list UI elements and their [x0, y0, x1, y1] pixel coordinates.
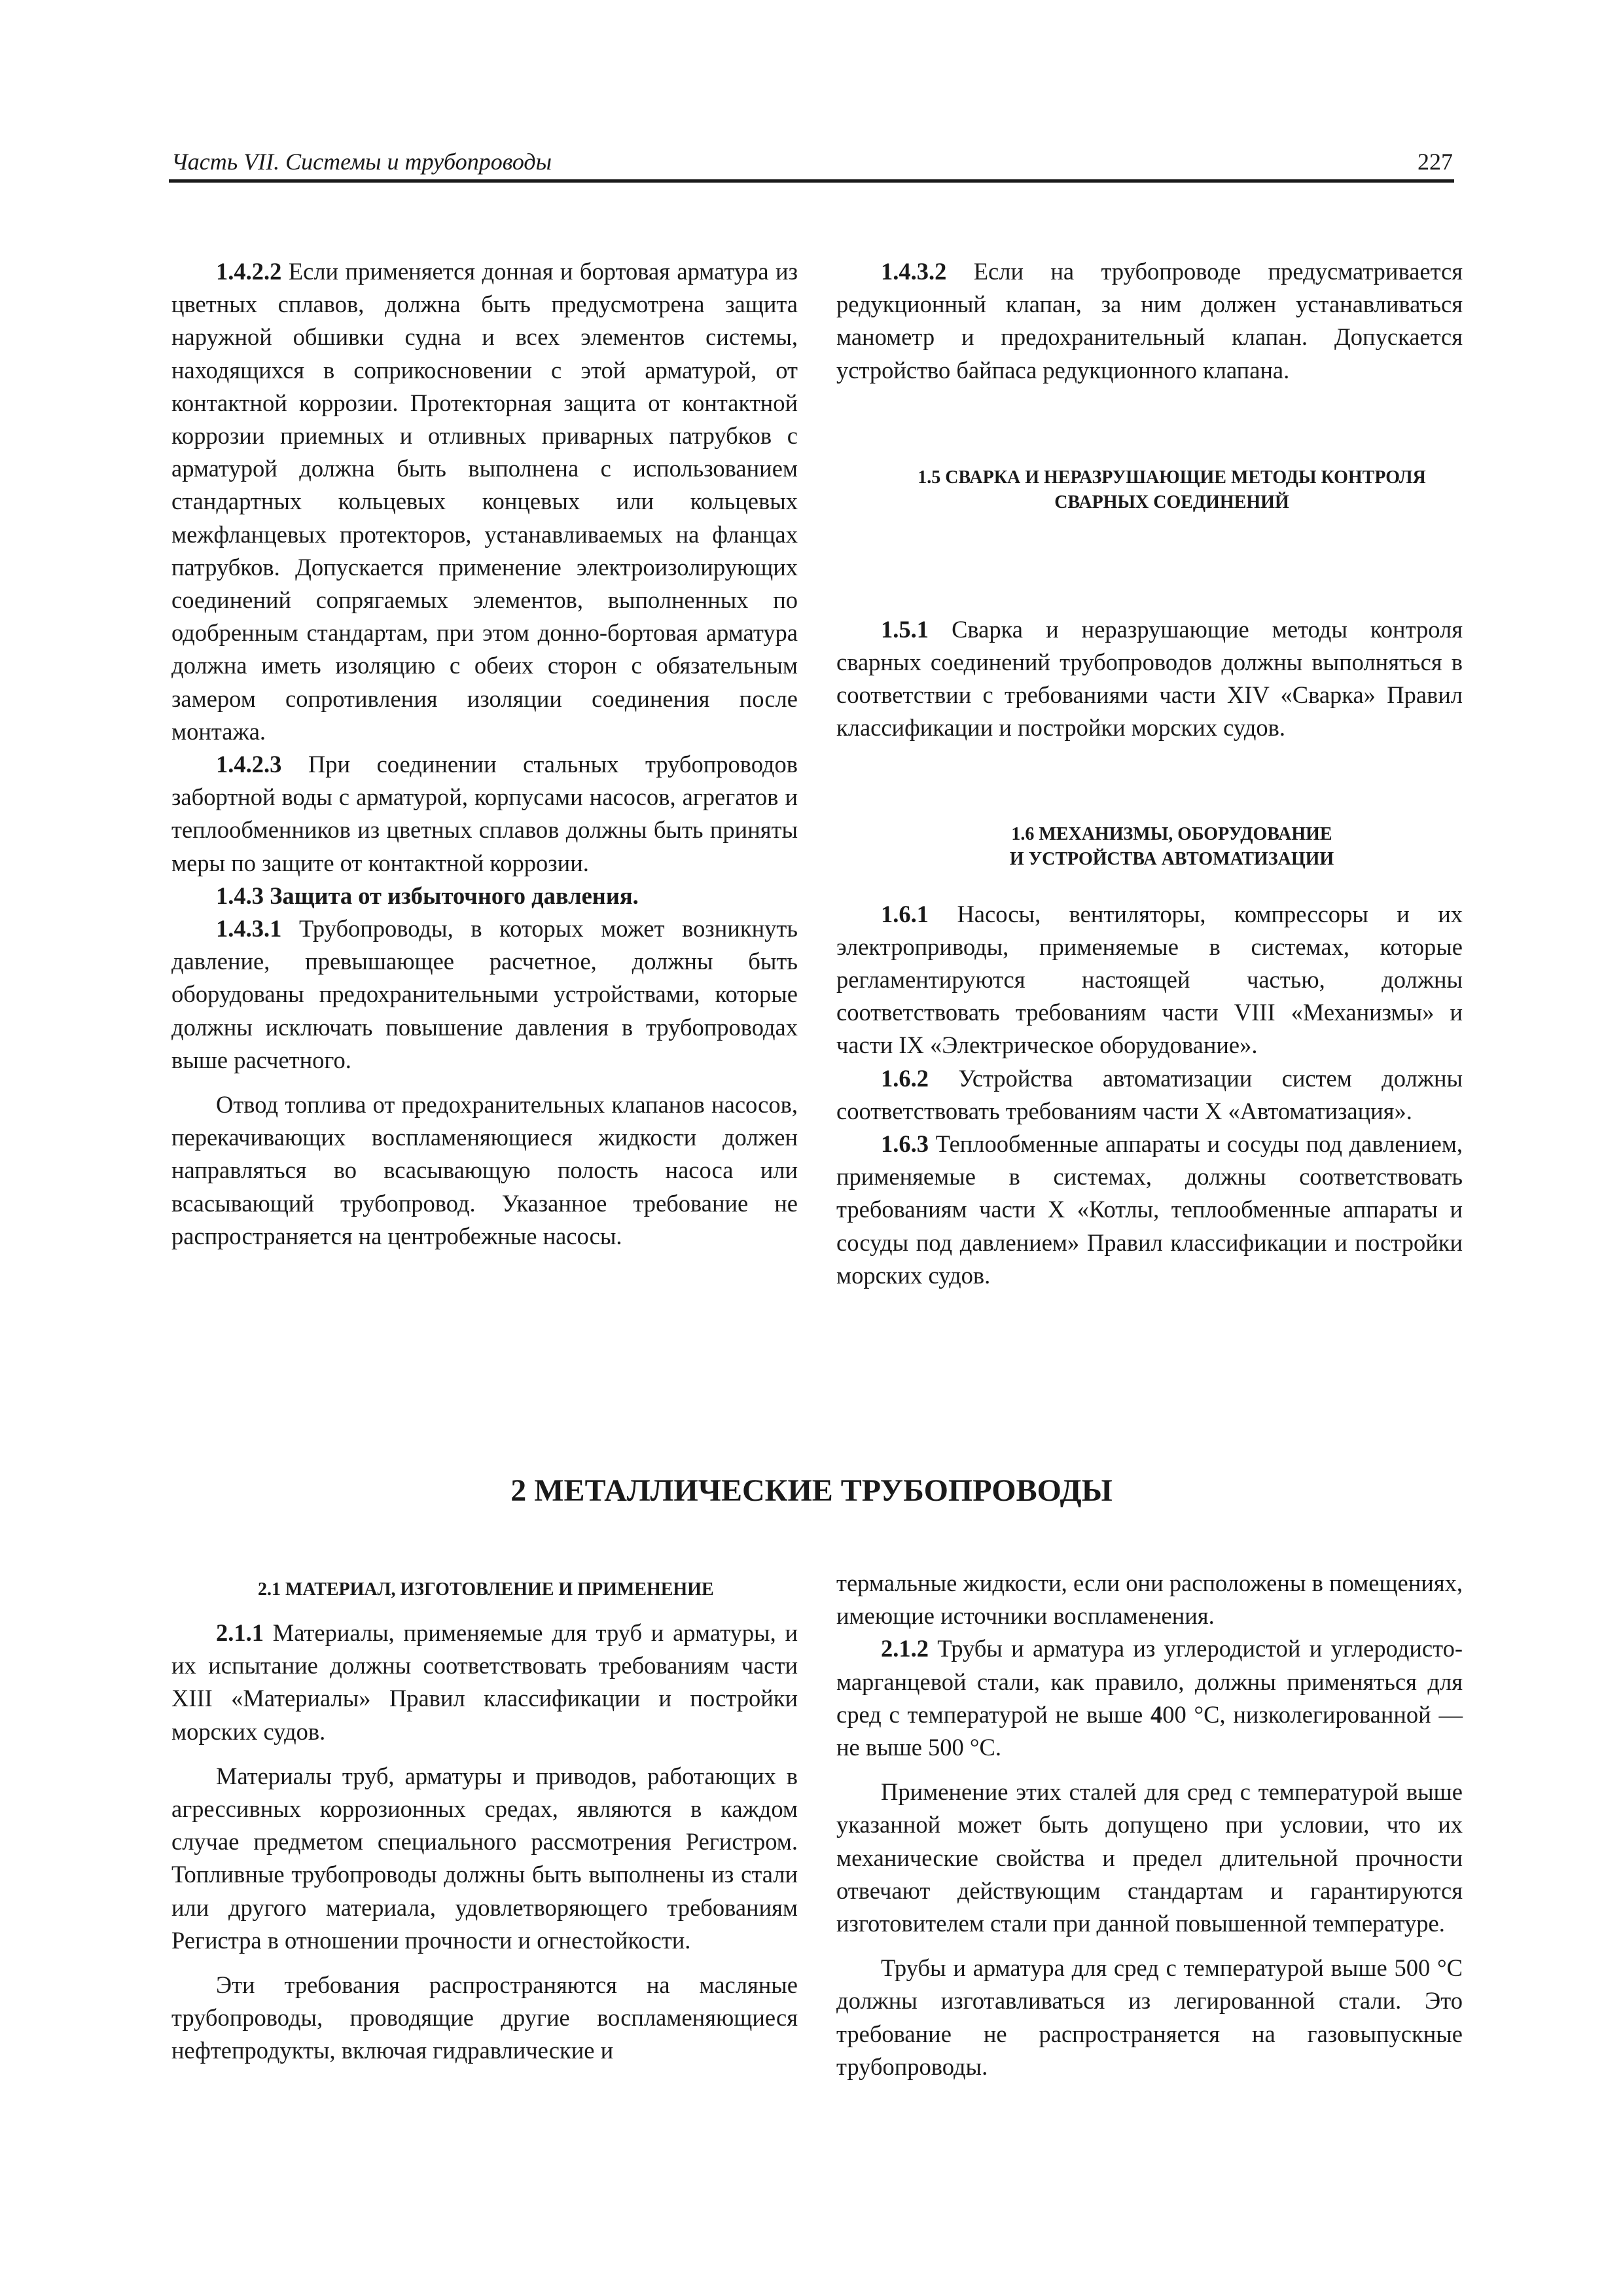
running-title: Часть VII. Системы и трубопроводы: [171, 149, 552, 175]
right-column-bottom: [836, 1567, 1463, 2083]
left-column-bottom: [171, 1577, 798, 2068]
clause-number: 1.4.2.3: [216, 751, 282, 778]
clause-number: 1.6.3: [881, 1130, 929, 1158]
clause-number: 1.4.3.2: [881, 258, 947, 285]
clause-number: 1.5.1: [881, 615, 929, 643]
paragraph-high-temperature: Применение этих сталей для сред с температурой выше указанной может быть допущено при условии, что их механические свойства и предел длительной прочности отвечают действующим стандартам и гарантируются изготовителем стали при данной повышенной температуре.: [836, 1778, 1463, 1937]
paragraph-continuation: термальные жидкости, если они расположены в помещениях, имеющие источники воспламенения.: [836, 1570, 1463, 1630]
clause-number: 1.6.2: [881, 1064, 929, 1092]
paragraph-2-1-2: 2.1.2 Трубы и арматура из углеродистой и углеродисто-марганцевой стали, как правило, должны применяться для сред с температурой не выше 400 °С, низколегированной — не выше 500 °С.: [836, 1635, 1463, 1761]
clause-number: 1.4.2.2: [216, 258, 282, 285]
paragraph-aggressive-media: Материалы труб, арматуры и приводов, работающих в агрессивных коррозионных средах, являются в каждом случае предметом специального рассмотрения Регистром. Топливные трубопроводы должны быть выполнены из стали или другого материала, удовлетворяющего требованиям Регистра в отношении прочности и огнестойкости.: [171, 1762, 798, 1954]
paragraph-1-4-3-2: 1.4.3.2 Если на трубопроводе предусматривается редукционный клапан, за ним должен устанавливаться манометр и предохранительный клапан. Допускается устройство байпаса редукционного клапана.: [836, 258, 1463, 384]
clause-number: 1.6.1: [881, 900, 929, 927]
paragraph-1-4-2-3: 1.4.2.3 При соединении стальных трубопроводов забортной воды с арматурой, корпусами насосов, агрегатов и теплообменников из цветных сплавов должны быть приняты меры по защите от контактной коррозии.: [171, 751, 798, 876]
heading-1-6: 1.6 МЕХАНИЗМЫ, ОБОРУДОВАНИЕ И УСТРОЙСТВА АВТОМАТИЗАЦИИ: [1009, 823, 1334, 869]
paragraph-1-6-1: 1.6.1 Насосы, вентиляторы, компрессоры и их электроприводы, применяемые в системах, которые регламентируются настоящей частью, должны соответствовать требованиям части VIII «Механизмы» и части IX «Электрическое оборудование».: [836, 900, 1463, 1059]
page-header: [169, 143, 1454, 183]
paragraph-2-1-1: 2.1.1 Материалы, применяемые для труб и арматуры, и их испытание должны соответствовать требованиям части XIII «Материалы» Правил классификации и постройки морских судов.: [171, 1619, 798, 1745]
chapter-title: 2 МЕТАЛЛИЧЕСКИЕ ТРУБОПРОВОДЫ: [510, 1473, 1113, 1508]
left-column-top: [171, 255, 798, 1253]
heading-2-1: 2.1 МАТЕРИАЛ, ИЗГОТОВЛЕНИЕ И ПРИМЕНЕНИЕ: [258, 1579, 714, 1600]
paragraph-1-5-1: 1.5.1 Сварка и неразрушающие методы контроля сварных соединений трубопроводов должны выполняться в соответствии с требованиями части XIV «Сварка» Правил классификации и постройки морских судов.: [836, 615, 1463, 742]
paragraph-fuel-relief: Отвод топлива от предохранительных клапанов насосов, перекачивающих воспламеняющиеся жидкости должен направляться во всасывающую полость насоса или всасывающий трубопровод. Указанное требование не распространяется на центробежные насосы.: [171, 1091, 798, 1249]
heading-1-5: 1.5 СВАРКА И НЕРАЗРУШАЮЩИЕ МЕТОДЫ КОНТРОЛЯ СВАРНЫХ СОЕДИНЕНИЙ: [918, 467, 1426, 512]
paragraph-alloy-steel: Трубы и арматура для сред с температурой выше 500 °С должны изготавливаться из легированной стали. Это требование не распространяется на газовыпускные трубопроводы.: [836, 1954, 1463, 2080]
clause-number: 2.1.2: [881, 1635, 929, 1662]
clause-number: 2.1.1: [216, 1619, 264, 1646]
heading-1-4-3: 1.4.3 Защита от избыточного давления.: [216, 882, 639, 909]
right-column-top: [836, 255, 1463, 1292]
paragraph-1-4-2-2: 1.4.2.2 Если применяется донная и бортовая арматура из цветных сплавов, должна быть предусмотрена защита наружной обшивки судна и всех элементов системы, находящихся в соприкосновении с этой арматурой, от контактной коррозии. Протекторная защита от контактной коррозии приемных и отливных приварных патрубков с арматурой должна быть выполнена с использованием стандартных кольцевых концевых или кольцевых межфланцевых протекторов, устанавливаемых на фланцах патрубков. Допускается применение электроизолирующих соединений сопрягаемых элементов, выполненных по одобренным стандартам, при этом донно-бортовая арматура должна иметь изоляцию с обеих сторон с обязательным замером сопротивления изоляции соединения после монтажа.: [171, 258, 798, 745]
page-number: 227: [1418, 149, 1453, 175]
paragraph-1-4-3-1: 1.4.3.1 Трубопроводы, в которых может возникнуть давление, превышающее расчетное, должны быть оборудованы предохранительными устройствами, которые должны исключать повышение давления в трубопроводах выше расчетного.: [171, 915, 798, 1073]
paragraph-oil-pipelines: Эти требования распространяются на масляные трубопроводы, проводящие другие воспламеняющиеся нефтепродукты, включая гидравлические и: [171, 1971, 798, 2064]
paragraph-1-6-3: 1.6.3 Теплообменные аппараты и сосуды под давлением, применяемые в системах, должны соответствовать требованиям части Х «Котлы, теплообменные аппараты и сосуды под давлением» Правил классификации и постройки морских судов.: [836, 1130, 1463, 1289]
clause-number: 1.4.3.1: [216, 915, 282, 942]
paragraph-1-6-2: 1.6.2 Устройства автоматизации систем должны соответствовать требованиям части Х «Автоматизация».: [836, 1064, 1463, 1124]
